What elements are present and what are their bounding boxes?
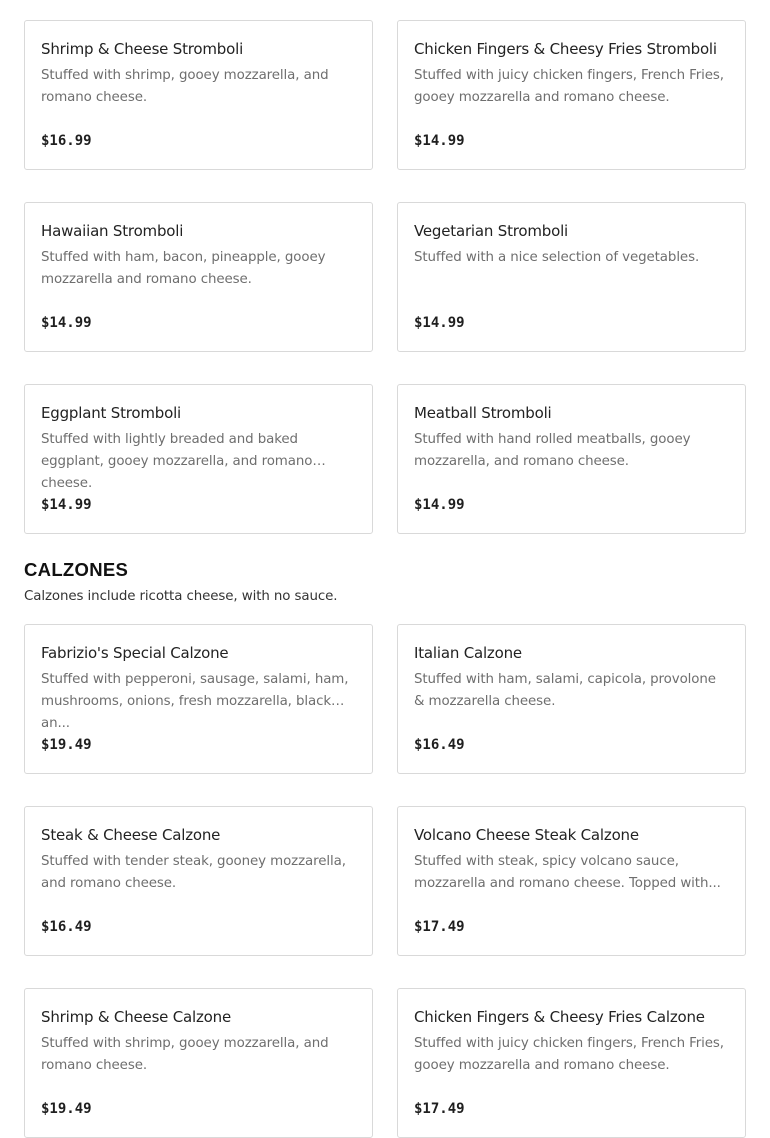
item-description: Stuffed with shrimp, gooey mozzarella, and romano cheese. bbox=[41, 1036, 329, 1073]
menu-item-card[interactable] bbox=[397, 988, 746, 1138]
item-description: Stuffed with a nice selection of vegetables. bbox=[414, 250, 700, 265]
item-price: $19.49 bbox=[41, 737, 92, 753]
item-price: $14.99 bbox=[41, 315, 92, 331]
stromboli-grid bbox=[24, 20, 746, 534]
item-price: $14.99 bbox=[41, 497, 92, 513]
item-description: Stuffed with lightly breaded and baked eggplant, gooey mozzarella, and romano cheese. bbox=[41, 432, 313, 491]
item-price: $14.99 bbox=[414, 315, 465, 331]
item-price: $16.99 bbox=[41, 133, 92, 149]
item-description: Stuffed with tender steak, gooney mozzarella, and romano cheese. bbox=[41, 854, 346, 891]
item-name: Vegetarian Stromboli bbox=[414, 222, 569, 240]
menu-item-card[interactable] bbox=[24, 806, 373, 956]
item-name: Meatball Stromboli bbox=[414, 404, 552, 422]
menu-item-card[interactable] bbox=[24, 624, 373, 774]
item-name: Hawaiian Stromboli bbox=[41, 222, 184, 240]
menu-item-card[interactable] bbox=[397, 624, 746, 774]
menu-item-card[interactable] bbox=[397, 202, 746, 352]
item-description: Stuffed with pepperoni, sausage, salami, ham, mushrooms, onions, fresh mozzarella, black an... bbox=[41, 672, 349, 731]
item-description: Stuffed with juicy chicken fingers, French Fries, gooey mozzarella and romano cheese. bbox=[414, 1036, 724, 1073]
item-name: Fabrizio's Special Calzone bbox=[41, 644, 229, 662]
item-price: $14.99 bbox=[414, 497, 465, 513]
item-description: Stuffed with hand rolled meatballs, gooey mozzarella, and romano cheese. bbox=[414, 432, 691, 469]
menu-item-card[interactable] bbox=[397, 806, 746, 956]
item-name: Chicken Fingers & Cheesy Fries Calzone bbox=[414, 1008, 705, 1026]
menu-item-card[interactable] bbox=[397, 384, 746, 534]
item-name: Eggplant Stromboli bbox=[41, 404, 182, 422]
section-title: CALZONES bbox=[24, 559, 129, 580]
section-description: Calzones include ricotta cheese, with no sauce. bbox=[24, 589, 338, 604]
item-name: Volcano Cheese Steak Calzone bbox=[414, 826, 639, 844]
menu-item-card[interactable] bbox=[24, 988, 373, 1138]
item-name: Italian Calzone bbox=[414, 644, 522, 662]
menu-item-card[interactable] bbox=[397, 20, 746, 170]
item-name: Steak & Cheese Calzone bbox=[41, 826, 221, 844]
item-description: Stuffed with juicy chicken fingers, French Fries, gooey mozzarella and romano cheese. bbox=[414, 68, 724, 105]
item-name: Chicken Fingers & Cheesy Fries Stromboli bbox=[414, 40, 717, 58]
item-description: Stuffed with ham, bacon, pineapple, gooey mozzarella and romano cheese. bbox=[41, 250, 326, 287]
item-description: Stuffed with ham, salami, capicola, provolone & mozzarella cheese. bbox=[414, 672, 716, 709]
item-price: $17.49 bbox=[414, 1101, 465, 1117]
menu-item-card[interactable] bbox=[24, 384, 373, 534]
item-price: $14.99 bbox=[414, 133, 465, 149]
calzones-grid bbox=[24, 624, 746, 1138]
item-description: Stuffed with steak, spicy volcano sauce, mozzarella and romano cheese. Topped with... bbox=[414, 854, 721, 891]
item-price: $19.49 bbox=[41, 1101, 92, 1117]
menu-item-card[interactable] bbox=[24, 202, 373, 352]
item-name: Shrimp & Cheese Stromboli bbox=[41, 40, 244, 58]
item-price: $16.49 bbox=[41, 919, 92, 935]
item-description: Stuffed with shrimp, gooey mozzarella, and romano cheese. bbox=[41, 68, 329, 105]
item-price: $17.49 bbox=[414, 919, 465, 935]
item-name: Shrimp & Cheese Calzone bbox=[41, 1008, 231, 1026]
item-price: $16.49 bbox=[414, 737, 465, 753]
menu-item-card[interactable] bbox=[24, 20, 373, 170]
